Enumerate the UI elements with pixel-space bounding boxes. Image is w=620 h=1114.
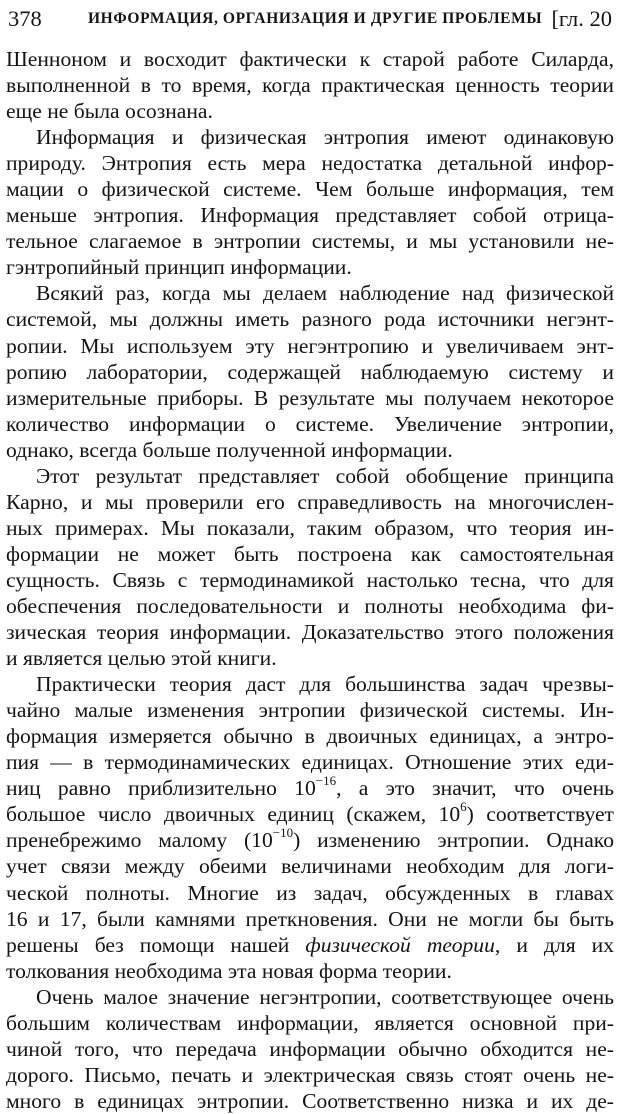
text-line <box>6 801 614 827</box>
chapter-marker: [гл. 20 <box>551 6 612 31</box>
text-run: , и для их <box>494 932 614 957</box>
text-line: Этот результат представляет собой обобщение принципа <box>36 463 614 488</box>
text-line: Всякий раз, когда мы делаем наблюдение над физической <box>36 281 614 306</box>
text-run: ) изменению энтропии. Однако <box>293 828 614 853</box>
text-line: сущность. Связь с термодинамикой настолько тесна, что для <box>6 567 614 592</box>
text-line: однако, всегда больше полученной информации. <box>6 437 453 462</box>
text-line: системой, мы должны иметь разного рода источники негэнт- <box>6 307 614 332</box>
text-line: учет связи между обеими величинами необходим для логи- <box>6 854 614 879</box>
text-line: количество информации о системе. Увеличение энтропии, <box>6 411 614 436</box>
exponent: −10 <box>272 827 294 841</box>
text-run: ниц равно приблизительно 10 <box>6 776 316 801</box>
text-line: мации о физической системе. Чем больше информация, тем <box>6 177 614 202</box>
text-run: пренебрежимо малому (10 <box>6 828 273 853</box>
text-line <box>6 932 614 958</box>
text-line: большим количествам информации, является основной при- <box>6 1010 614 1035</box>
text-line: обеспечения последовательности и полноты необходима фи- <box>6 593 614 618</box>
text-run: решены без помощи нашей <box>6 932 306 957</box>
text-line <box>6 775 614 801</box>
text-line: формация измеряется обычно в двоичных единицах, а энтро- <box>6 724 614 749</box>
text-line: дорого. Письмо, печать и электрическая связь стоят очень не- <box>6 1062 614 1087</box>
text-line: ропию лаборатории, содержащей наблюдаемую систему и <box>6 359 614 384</box>
emphasis: физической теории <box>305 932 495 957</box>
text-line <box>6 827 614 853</box>
text-run: ) соответствует <box>466 802 614 827</box>
text-line: много в единицах энтропии. Соответственно низка и их де- <box>6 1088 614 1113</box>
text-line: зическая теория информации. Доказательство этого положения <box>6 620 614 645</box>
text-line: чиной того, что передача информации обычно обходится не- <box>6 1036 614 1061</box>
text-line: измерительные приборы. В результате мы получаем некоторое <box>6 385 614 410</box>
text-line: Очень малое значение негэнтропии, соответствующее очень <box>36 984 614 1009</box>
page-header <box>8 4 612 34</box>
running-title: ИНФОРМАЦИЯ, ОРГАНИЗАЦИЯ И ДРУГИЕ ПРОБЛЕМЫ <box>88 10 543 27</box>
text-line: ных примерах. Мы показали, таким образом, что теория ин- <box>6 515 614 540</box>
text-line: выполненной в то время, когда практическая ценность теории <box>6 73 614 98</box>
text-line: тельное слагаемое в энтропии системы, и мы установили не- <box>6 229 614 254</box>
text-line: Информация и физическая энтропия имеют одинаковую <box>36 125 614 150</box>
text-run: , а это значит, что очень <box>336 776 614 801</box>
text-line: толкования необходима эта новая форма теории. <box>6 958 452 983</box>
text-line: Карно, и мы проверили его справедливость на многочислен- <box>6 489 614 514</box>
text-line: природу. Энтропия есть мера недостатка детальной инфор- <box>6 151 614 176</box>
text-line: Шенноном и восходит фактически к старой работе Силарда, <box>6 47 614 71</box>
text-line: еще не была осознана. <box>6 99 213 124</box>
text-run: большое число двоичных единиц (скажем, 10 <box>6 802 461 827</box>
page-number: 378 <box>8 6 42 31</box>
text-line: пия — в термодинамических единицах. Отношение этих еди- <box>6 750 614 775</box>
text-line: ропии. Мы используем эту негэнтропию и увеличиваем энт- <box>6 333 614 358</box>
text-line: и является целью этой книги. <box>6 646 277 671</box>
text-line: меньше энтропия. Информация представляет собой отрица- <box>6 203 614 228</box>
text-line: гэнтропийный принцип информации. <box>6 255 352 280</box>
text-line: ческой полноты. Многие из задач, обсужденных в главах <box>6 880 614 905</box>
text-line: 16 и 17, были камнями преткновения. Они не могли бы быть <box>6 906 614 931</box>
text-line: формации не может быть построена как самостоятельная <box>6 541 614 566</box>
body-text <box>6 46 614 1114</box>
text-line: чайно малые изменения энтропии физической системы. Ин- <box>6 698 614 723</box>
exponent: 6 <box>460 801 467 815</box>
exponent: −16 <box>315 775 337 789</box>
text-line: Практически теория даст для большинства задач чрезвы- <box>36 672 614 697</box>
